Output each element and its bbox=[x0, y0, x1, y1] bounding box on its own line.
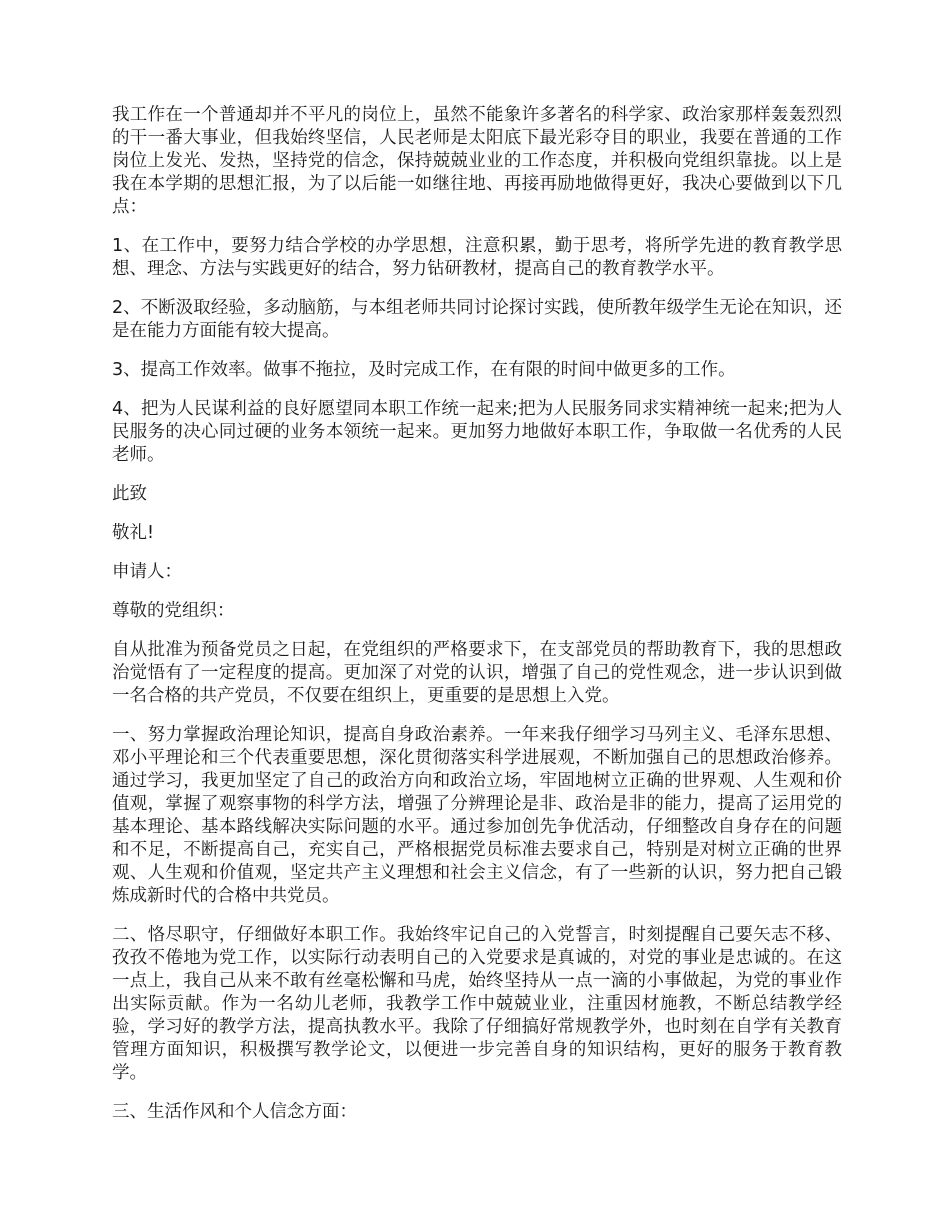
paragraph-point-2: 2、不断汲取经验，多动脑筋，与本组老师共同讨论探讨实践，使所教年级学生无论在知识，还是在能力方面能有较大提高。 bbox=[112, 298, 842, 341]
paragraph-section-1: 一、努力掌握政治理论知识，提高自身政治素养。一年来我仔细学习马列主义、毛泽东思想、邓小平理论和三个代表重要思想，深化贯彻落实科学进展观，不断加强自己的思想政治修养。通过学习，我更加坚定了自己的政治方向和政治立场，牢固地树立正确的世界观、人生观和价值观，掌握了观察事物的科学方法，增强了分辨理论是非、政治是非的能力，提高了运用党的基本理论、基本路线解决实际问题的水平。通过参加创先争优活动，仔细整改自身存在的问题和不足，不断提高自己，充实自己，严格根据党员标准去要求自己，特别是对树立正确的世界观、人生观和价值观，坚定共产主义理想和社会主义信念，有了一些新的认识，努力把自己锻炼成新时代的合格中共党员。 bbox=[112, 725, 842, 906]
closing-salutation: 此致 bbox=[112, 484, 147, 504]
greeting: 尊敬的党组织： bbox=[112, 601, 235, 621]
paragraph-report-intro: 自从批准为预备党员之日起，在党组织的严格要求下，在支部党员的帮助教育下，我的思想政治觉悟有了一定程度的提高。更加深了对党的认识，增强了自己的党性观念，进一步认识到做一名合格的共产党员，不仅要在组织上，更重要的是思想上入党。 bbox=[112, 640, 842, 706]
paragraph-point-4: 4、把为人民谋利益的良好愿望同本职工作统一起来;把为人民服务同求实精神统一起来;把为人民服务的决心同过硬的业务本领统一起来。更加努力地做好本职工作，争取做一名优秀的人民老师。 bbox=[112, 399, 842, 465]
closing-regards: 敬礼! bbox=[112, 523, 155, 543]
paragraph-section-2: 二、恪尽职守，仔细做好本职工作。我始终牢记自己的入党誓言，时刻提醒自己要矢志不移、孜孜不倦地为党工作，以实际行动表明自己的入党要求是真诚的，对党的事业是忠诚的。在这一点上，我自己从来不敢有丝毫松懈和马虎，始终坚持从一点一滴的小事做起，为党的事业作出实际贡献。作为一名幼儿老师，我教学工作中兢兢业业，注重因材施教，不断总结教学经验，学习好的教学方法，提高执教水平。我除了仔细搞好常规教学外，也时刻在自学有关教育管理方面知识，积极撰写教学论文，以便进一步完善自身的知识结构，更好的服务于教育教学。 bbox=[112, 925, 842, 1083]
paragraph-point-3: 3、提高工作效率。做事不拖拉，及时完成工作，在有限的时间中做更多的工作。 bbox=[112, 360, 736, 380]
paragraph-intro: 我工作在一个普通却并不平凡的岗位上，虽然不能象许多著名的科学家、政治家那样轰轰烈烈的干一番大事业，但我始终坚信，人民老师是太阳底下最光彩夺目的职业，我要在普通的工作岗位上发光、发热，坚持党的信念，保持兢兢业业的工作态度，并积极向党组织靠拢。以上是我在本学期的思想汇报，为了以后能一如继往地、再接再励地做得更好，我决心要做到以下几点： bbox=[112, 105, 842, 217]
applicant-label: 申请人： bbox=[112, 562, 182, 582]
paragraph-point-1: 1、在工作中，要努力结合学校的办学思想，注意积累，勤于思考，将所学先进的教育教学思想、理念、方法与实践更好的结合，努力钻研教材，提高自己的教育教学水平。 bbox=[112, 236, 842, 279]
document-body bbox=[112, 104, 842, 1140]
paragraph-section-3-heading: 三、生活作风和个人信念方面： bbox=[112, 1102, 357, 1122]
